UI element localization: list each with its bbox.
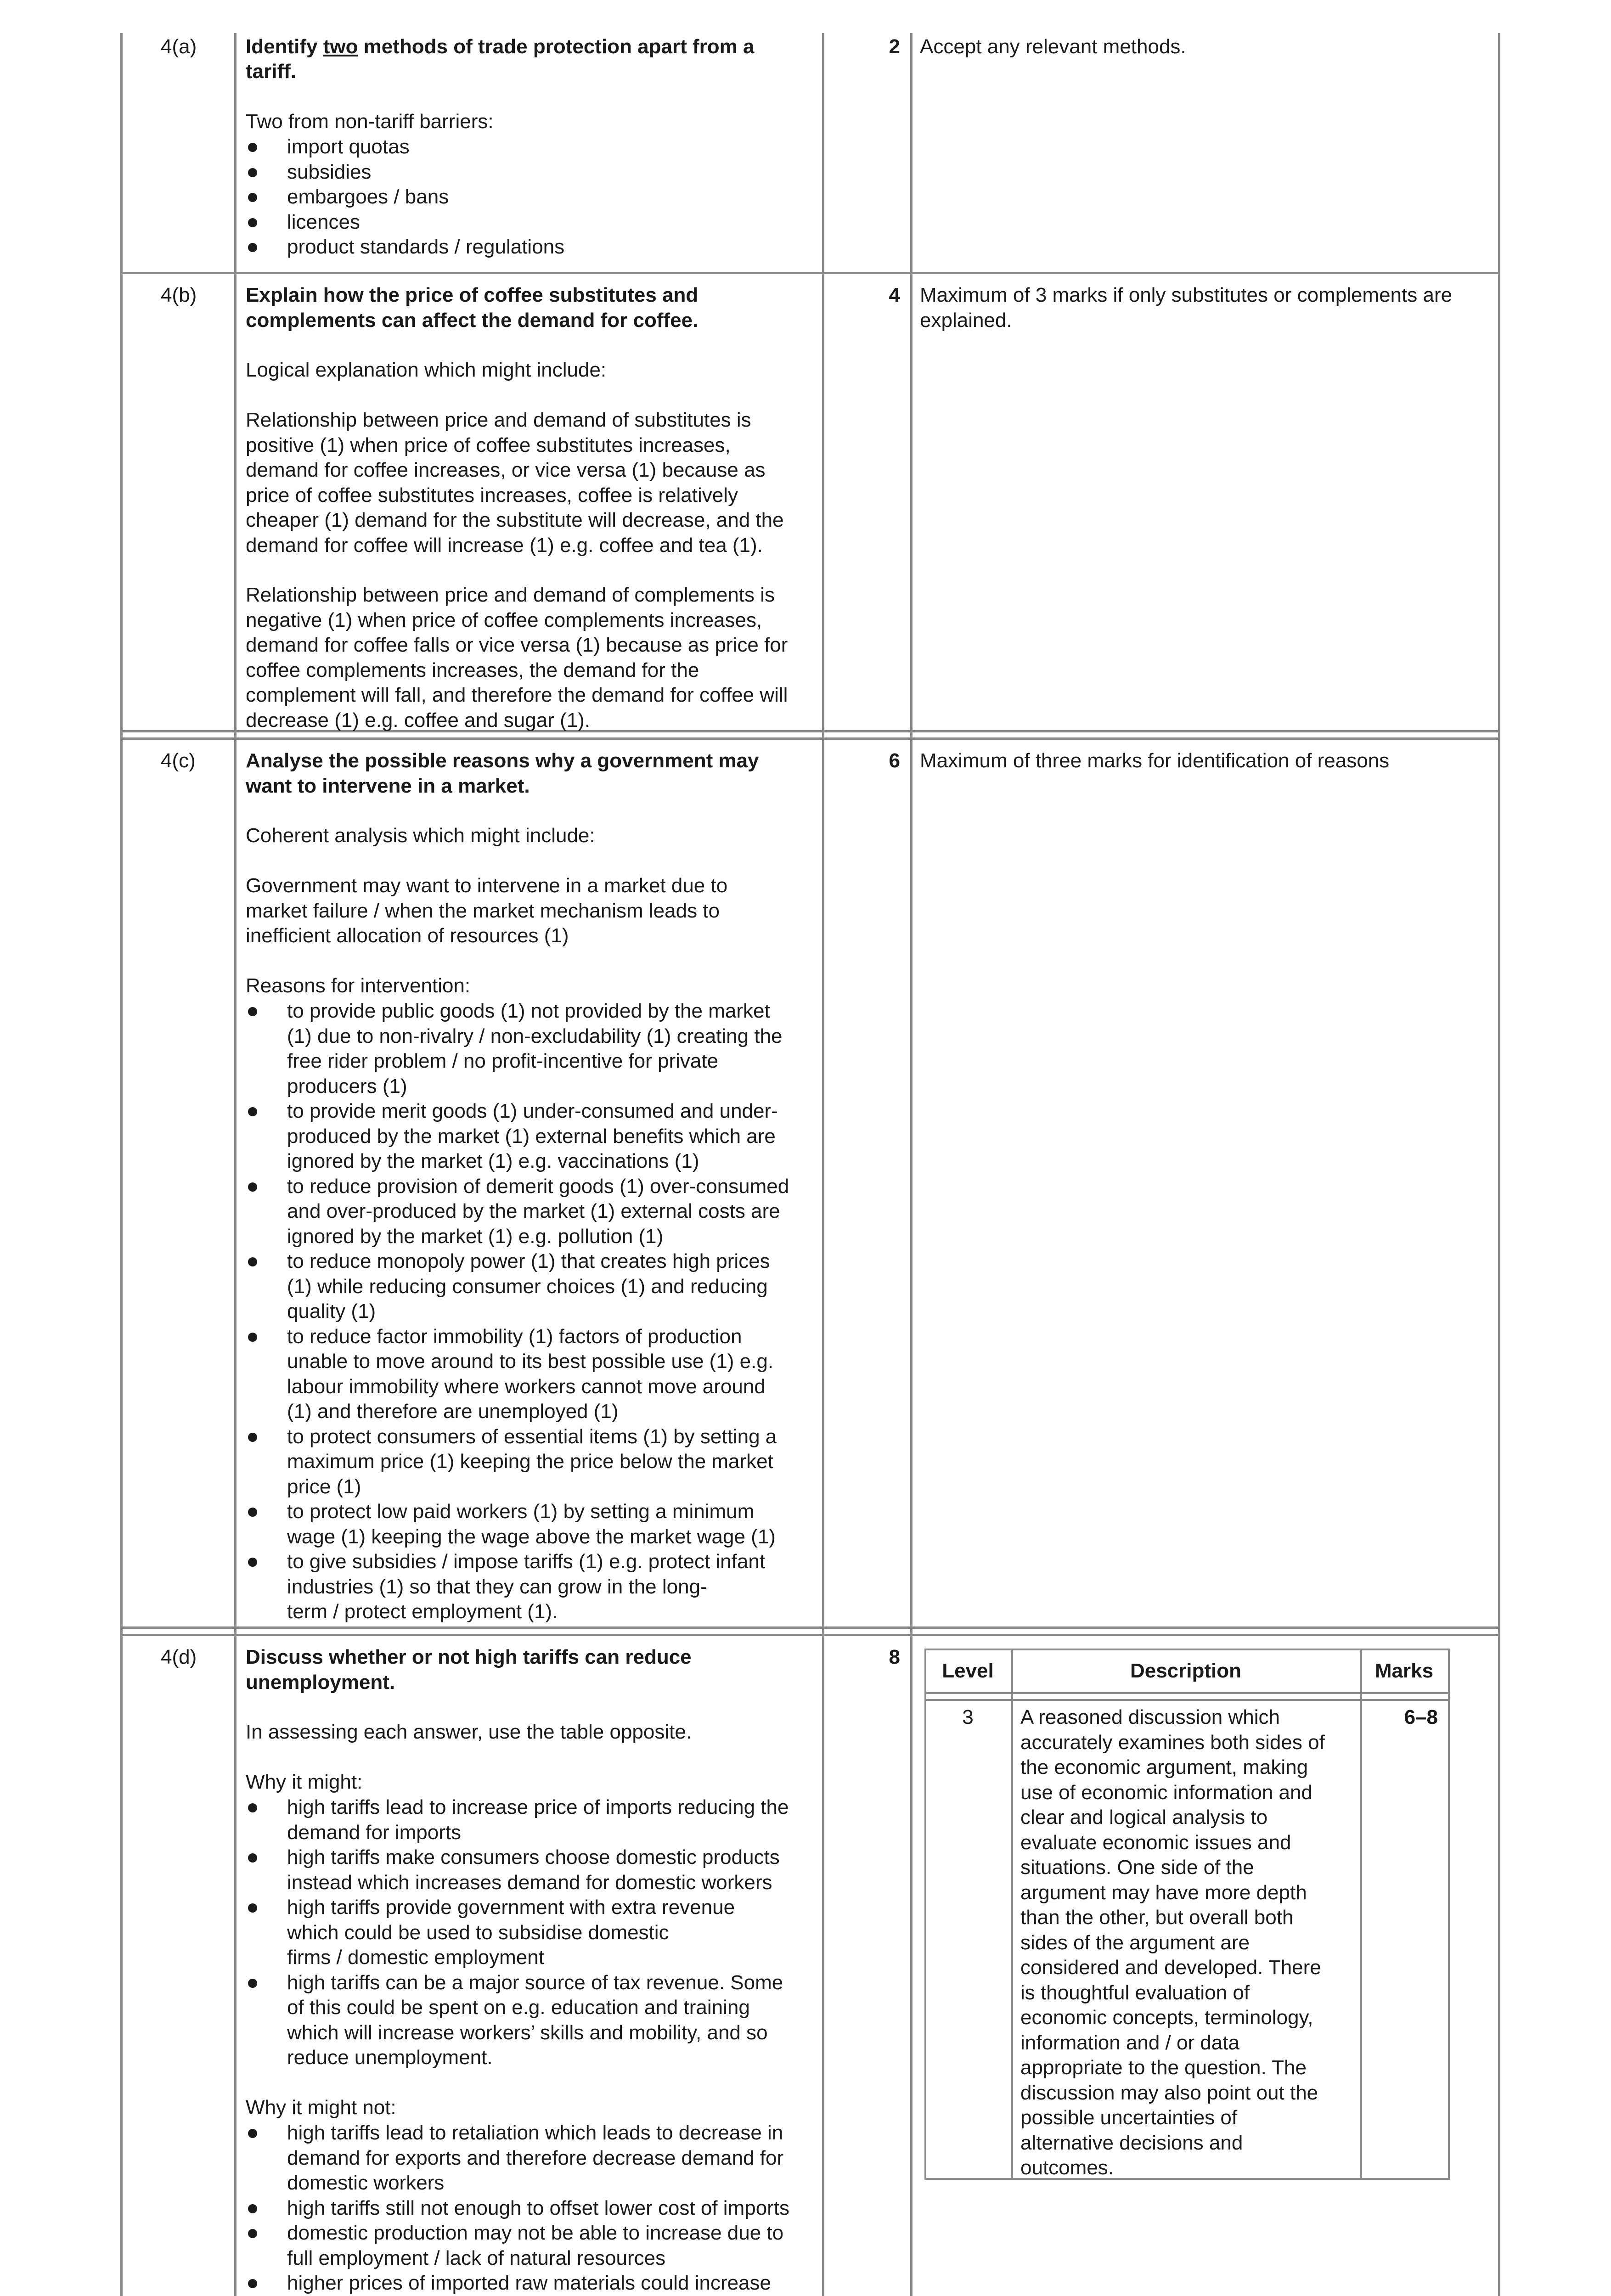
bullet-item: (1) and therefore are unemployed (1) [287, 1400, 619, 1423]
table-cell-description: use of economic information and [1020, 1781, 1312, 1804]
bullet-item: full employment / lack of natural resources [287, 2246, 666, 2269]
bullet-item: licences [287, 210, 360, 233]
divider [120, 1626, 1500, 1629]
table-header-marks: Marks [1374, 1660, 1434, 1682]
answer-text-4b: Relationship between price and demand of complements is [246, 584, 775, 606]
divider [822, 33, 824, 2296]
bullet-icon [248, 2279, 257, 2288]
bullet-item: to reduce provision of demerit goods (1) over-consumed [287, 1175, 789, 1198]
divider [1011, 1649, 1013, 2180]
bullet-item: high tariffs provide government with extra revenue [287, 1896, 735, 1919]
table-cell-description: argument may have more depth [1020, 1881, 1307, 1904]
bullet-icon [248, 1333, 257, 1342]
answer-text-4c: market failure / when the market mechanism leads to [246, 899, 720, 922]
bullet-item: and over-produced by the market (1) external costs are [287, 1200, 780, 1222]
bullet-item: (1) due to non-rivalry / non-excludability (1) creating the [287, 1024, 783, 1047]
bullet-item: to provide merit goods (1) under-consumed and under- [287, 1100, 778, 1122]
table-cell-description: possible uncertainties of [1020, 2106, 1238, 2129]
marks-4b: 4 [889, 284, 900, 306]
bullet-item: subsidies [287, 160, 372, 183]
bullet-item: to provide public goods (1) not provided by the market [287, 1000, 770, 1022]
whynot-heading-4d: Why it might not: [246, 2096, 396, 2119]
marks-4d: 8 [889, 1646, 900, 1668]
question-text-4c: want to intervene in a market. [246, 774, 530, 797]
bullet-icon [248, 2204, 257, 2213]
bullet-icon [248, 2229, 257, 2238]
divider [924, 2178, 1450, 2180]
bullet-item: ignored by the market (1) e.g. vaccinations (1) [287, 1150, 699, 1172]
intro-4a: Two from non-tariff barriers: [246, 110, 494, 133]
table-cell-description: information and / or data [1020, 2031, 1239, 2054]
guidance-4a: Accept any relevant methods. [920, 35, 1186, 58]
divider [924, 1699, 1450, 1701]
bullet-item: embargoes / bans [287, 186, 449, 208]
answer-text-4b: demand for coffee increases, or vice versa (1) because as [246, 459, 766, 481]
guidance-4c: Maximum of three marks for identification of reasons [920, 749, 1390, 772]
divider [120, 737, 1500, 740]
question-text-4b: complements can affect the demand for coffee. [246, 309, 698, 332]
answer-text-4b: negative (1) when price of coffee complements increases, [246, 608, 762, 631]
bullet-icon [248, 1903, 257, 1913]
bullet-icon [248, 1182, 257, 1192]
divider [234, 33, 237, 2296]
question-text-4d: Discuss whether or not high tariffs can reduce [246, 1646, 692, 1668]
divider [120, 272, 1500, 274]
bullet-icon [248, 1803, 257, 1812]
table-cell-description: evaluate economic issues and [1020, 1831, 1291, 1854]
bullet-icon [248, 1558, 257, 1567]
bullet-item: to reduce factor immobility (1) factors of production [287, 1325, 742, 1348]
table-cell-description: outcomes. [1020, 2156, 1114, 2179]
bullet-item: wage (1) keeping the wage above the market wage (1) [287, 1525, 776, 1548]
bullet-item: product standards / regulations [287, 236, 565, 258]
bullet-icon [248, 1007, 257, 1016]
bullet-icon [248, 1107, 257, 1116]
marks-4a: 2 [889, 35, 900, 58]
bullet-item: free rider problem / no profit-incentive for private [287, 1050, 719, 1072]
answer-text-4c: inefficient allocation of resources (1) [246, 924, 569, 947]
question-text-4b: Explain how the price of coffee substitutes and [246, 284, 698, 306]
divider [120, 33, 123, 2296]
table-cell-description: A reasoned discussion which [1020, 1706, 1280, 1728]
bullet-item: to give subsidies / impose tariffs (1) e.g. protect infant [287, 1550, 766, 1573]
why-heading-4d: Why it might: [246, 1771, 363, 1793]
marks-4c: 6 [889, 749, 900, 772]
bullet-item: unable to move around to its best possible use (1) e.g. [287, 1350, 774, 1373]
answer-text-4b: complement will fall, and therefore the demand for coffee will [246, 684, 788, 706]
question-number-4b: 4(b) [161, 284, 197, 306]
table-cell-description: clear and logical analysis to [1020, 1806, 1268, 1829]
bullet-item: high tariffs lead to increase price of imports reducing the [287, 1796, 789, 1818]
divider [1448, 1649, 1450, 2180]
question-text-4a [246, 34, 754, 60]
bullet-item: maximum price (1) keeping the price below the market [287, 1450, 773, 1473]
reasons-heading-4c: Reasons for intervention: [246, 974, 471, 997]
answer-text-4b: cheaper (1) demand for the substitute will decrease, and the [246, 509, 784, 531]
table-header-level: Level [942, 1660, 994, 1682]
divider [1498, 33, 1500, 2296]
bullet-item: quality (1) [287, 1300, 376, 1322]
bullet-item: ignored by the market (1) e.g. pollution (1) [287, 1225, 664, 1248]
bullet-item: term / protect employment (1). [287, 1600, 558, 1623]
question-text-4a-line2: tariff. [246, 60, 296, 83]
guidance-4b: Maximum of 3 marks if only substitutes or complements are [920, 284, 1453, 306]
bullet-item: produced by the market (1) external benefits which are [287, 1125, 776, 1148]
bullet-icon [248, 1853, 257, 1863]
answer-text-4b: positive (1) when price of coffee substitutes increases, [246, 433, 731, 456]
answer-text-4b: decrease (1) e.g. coffee and sugar (1). [246, 709, 591, 732]
table-cell-description: alternative decisions and [1020, 2131, 1243, 2154]
table-cell-marks: 6–8 [1404, 1706, 1438, 1728]
question-emphasis: two [323, 35, 358, 58]
bullet-icon [248, 193, 257, 202]
bullet-item: high tariffs lead to retaliation which leads to decrease in [287, 2122, 783, 2144]
question-number-4d: 4(d) [161, 1646, 197, 1668]
table-cell-description: economic concepts, terminology, [1020, 2006, 1313, 2029]
bullet-icon [248, 1508, 257, 1517]
guidance-4b: explained. [920, 309, 1012, 332]
intro-4c: Coherent analysis which might include: [246, 824, 595, 847]
bullet-item: which could be used to subsidise domestic [287, 1921, 669, 1944]
answer-text-4c: Government may want to intervene in a market due to [246, 874, 728, 897]
table-cell-description: considered and developed. There [1020, 1956, 1321, 1979]
question-part: methods of trade protection apart from a [358, 35, 755, 58]
intro-4d: In assessing each answer, use the table opposite. [246, 1721, 692, 1743]
bullet-item: firms / domestic employment [287, 1946, 544, 1969]
bullet-item: demand for imports [287, 1821, 462, 1844]
bullet-item: high tariffs can be a major source of tax revenue. Some [287, 1971, 783, 1994]
table-cell-description: appropriate to the question. The [1020, 2056, 1307, 2079]
answer-text-4b: price of coffee substitutes increases, coffee is relatively [246, 484, 738, 506]
bullet-item: producers (1) [287, 1075, 407, 1097]
table-cell-description: sides of the argument are [1020, 1931, 1250, 1954]
bullet-item: to protect consumers of essential items (1) by setting a [287, 1425, 777, 1448]
bullet-item: industries (1) so that they can grow in the long- [287, 1575, 707, 1598]
answer-text-4b: demand for coffee falls or vice versa (1) because as price for [246, 634, 788, 656]
bullet-item: reduce unemployment. [287, 2046, 493, 2069]
table-header-description: Description [1130, 1660, 1242, 1682]
bullet-item: which will increase workers’ skills and mobility, and so [287, 2021, 768, 2044]
divider [924, 1649, 1450, 1650]
question-number-4a: 4(a) [161, 35, 197, 58]
bullet-item: domestic workers [287, 2172, 445, 2194]
bullet-icon [248, 1979, 257, 1988]
bullet-item: import quotas [287, 135, 410, 158]
bullet-item: (1) while reducing consumer choices (1) and reducing [287, 1275, 768, 1298]
bullet-item: labour immobility where workers cannot move around [287, 1375, 766, 1398]
question-number-4c: 4(c) [161, 749, 196, 772]
answer-text-4b: demand for coffee will increase (1) e.g. coffee and tea (1). [246, 534, 763, 557]
bullet-icon [248, 2129, 257, 2138]
bullet-item: high tariffs still not enough to offset lower cost of imports [287, 2196, 790, 2219]
question-text-4d: unemployment. [246, 1671, 395, 1694]
divider [910, 33, 913, 2296]
bullet-icon [248, 168, 257, 177]
bullet-item: domestic production may not be able to increase due to [287, 2222, 784, 2244]
bullet-item: higher prices of imported raw materials could increase [287, 2272, 772, 2294]
table-cell-description: accurately examines both sides of [1020, 1731, 1325, 1754]
question-text-4c: Analyse the possible reasons why a government may [246, 749, 759, 772]
bullet-item: demand for exports and therefore decrease demand for [287, 2146, 784, 2169]
bullet-icon [248, 143, 257, 152]
bullet-item: to reduce monopoly power (1) that creates high prices [287, 1250, 770, 1272]
table-cell-description: than the other, but overall both [1020, 1906, 1294, 1929]
bullet-icon [248, 218, 257, 227]
bullet-item: price (1) [287, 1475, 361, 1498]
table-cell-description: situations. One side of the [1020, 1856, 1254, 1879]
divider [120, 1634, 1500, 1636]
bullet-item: to protect low paid workers (1) by setting a minimum [287, 1500, 755, 1523]
bullet-icon [248, 243, 257, 252]
table-cell-level: 3 [962, 1706, 974, 1728]
answer-text-4b: Relationship between price and demand of substitutes is [246, 409, 751, 431]
bullet-item: high tariffs make consumers choose domestic products [287, 1846, 780, 1868]
bullet-icon [248, 1257, 257, 1266]
bullet-item: instead which increases demand for domestic workers [287, 1871, 772, 1894]
table-cell-description: the economic argument, making [1020, 1756, 1308, 1778]
intro-4b: Logical explanation which might include: [246, 359, 607, 381]
table-cell-description: discussion may also point out the [1020, 2081, 1318, 2104]
divider [924, 1692, 1450, 1694]
bullet-icon [248, 1433, 257, 1442]
question-part: Identify [246, 35, 323, 58]
answer-text-4b: coffee complements increases, the demand for the [246, 658, 699, 681]
bullet-item: of this could be spent on e.g. education and training [287, 1996, 750, 2019]
table-cell-description: is thoughtful evaluation of [1020, 1981, 1250, 2004]
